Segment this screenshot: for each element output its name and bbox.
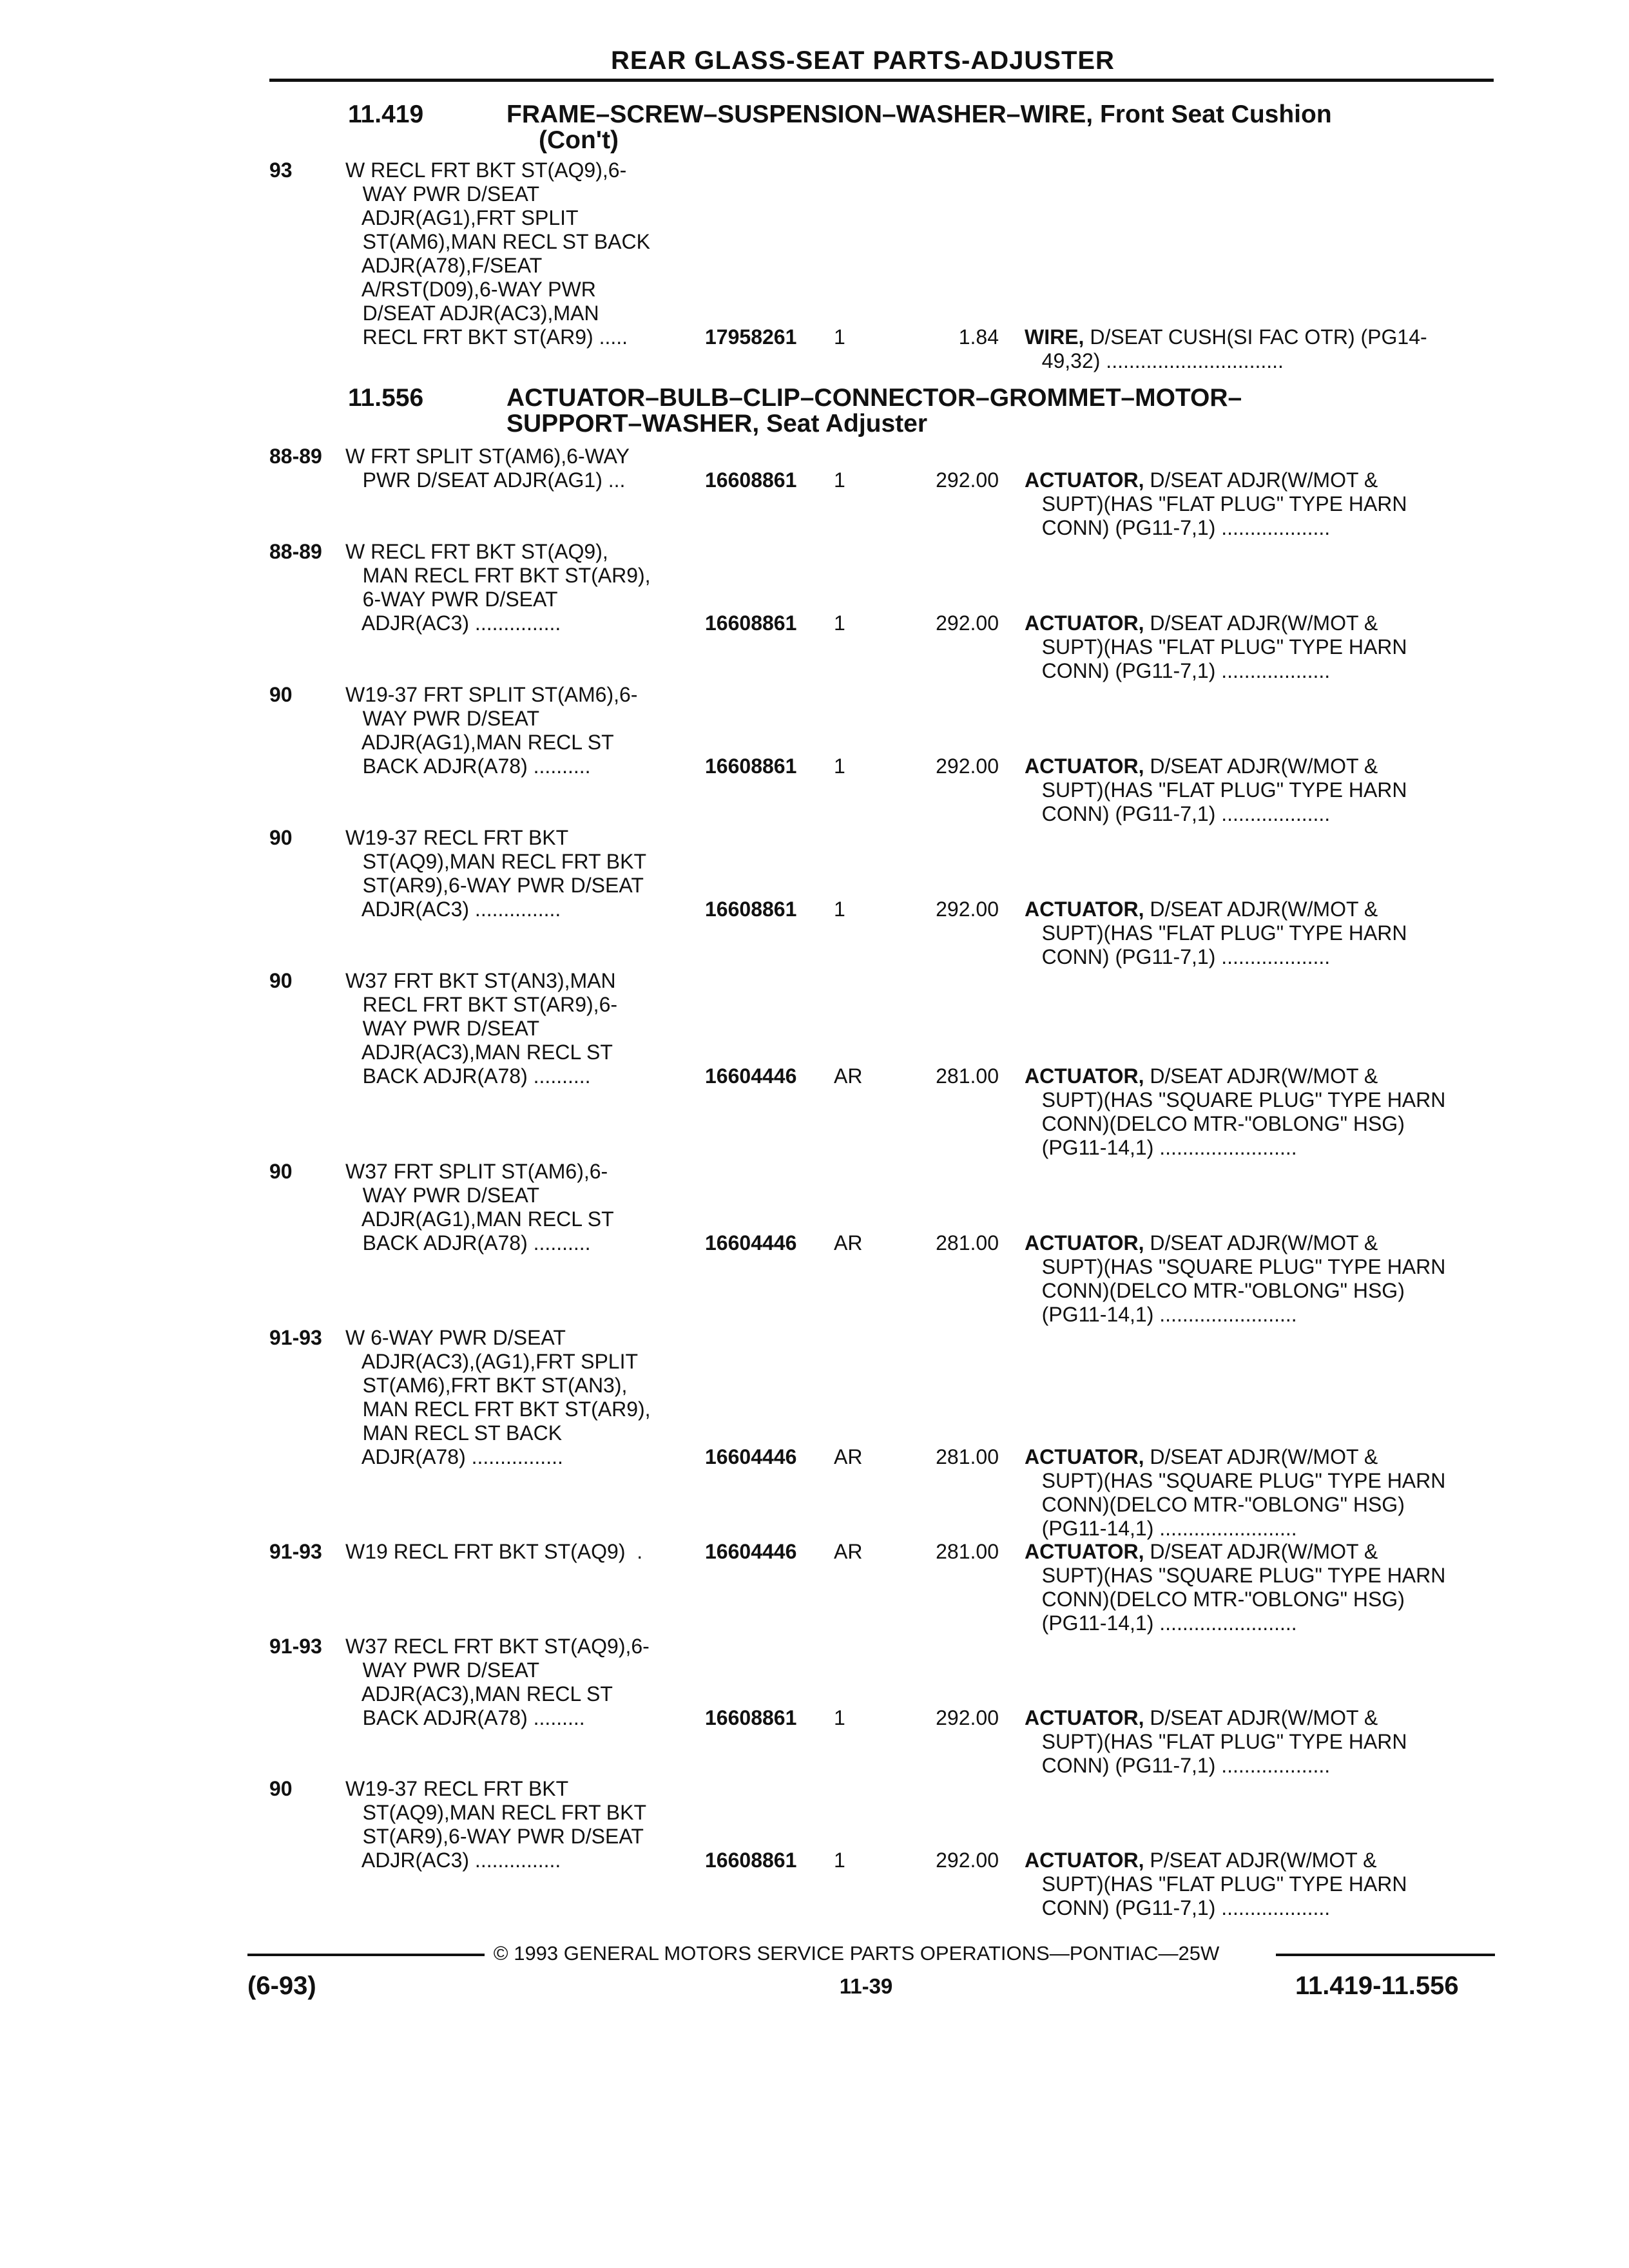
entry-item-name: ACTUATOR,: [1025, 1445, 1144, 1468]
entry-price: 1.84: [958, 325, 999, 349]
section-title-line2: SUPPORT–WASHER, Seat Adjuster: [506, 410, 928, 437]
entry-quantity: AR: [834, 1540, 863, 1563]
entry-year: 91-93: [269, 1326, 322, 1349]
entry-item-name: ACTUATOR,: [1025, 754, 1144, 778]
entry-item-desc: D/SEAT ADJR(W/MOT & SUPT)(HAS "FLAT PLUG" TYPE HARN CONN) (PG11-7,1) ...................: [1041, 468, 1407, 539]
entry-item-name: ACTUATOR,: [1025, 611, 1144, 635]
entry-description: W RECL FRT BKT ST(AQ9),6- WAY PWR D/SEAT ADJR(AG1),FRT SPLIT ST(AM6),MAN RECL ST BACK ADJR(A78),F/SEAT A/RST(D09),6-WAY PWR D/SEAT ADJR(AC3),MAN RECL FRT BKT ST(AR9) .....: [345, 159, 650, 349]
section-title: [506, 385, 1242, 437]
entry-year: 93: [269, 159, 293, 182]
entry-quantity: 1: [834, 611, 845, 635]
entry-description: W FRT SPLIT ST(AM6),6-WAY PWR D/SEAT ADJR(AG1) ...: [345, 445, 630, 492]
footer-page-number: 11-39: [839, 1974, 893, 1998]
footer-date-code: (6-93): [247, 1972, 316, 2000]
entry-item-desc: D/SEAT CUSH(SI FAC OTR) (PG14- 49,32) ...............................: [1041, 325, 1427, 372]
entry-price: 281.00: [936, 1231, 999, 1254]
entry-item: [1025, 754, 1407, 826]
entry-quantity: AR: [834, 1445, 863, 1468]
entry-part-number: 16608861: [705, 1849, 797, 1872]
page-header-title: REAR GLASS-SEAT PARTS-ADJUSTER: [611, 46, 1115, 75]
entry-year: 90: [269, 1160, 293, 1183]
entry-year: 88-89: [269, 540, 322, 563]
entry-description: W19-37 RECL FRT BKT ST(AQ9),MAN RECL FRT BKT ST(AR9),6-WAY PWR D/SEAT ADJR(AC3) ...............: [345, 826, 647, 921]
footer-rule-right: [1276, 1954, 1495, 1956]
entry-item: [1025, 1706, 1407, 1778]
entry-item: [1025, 1445, 1445, 1541]
entry-item-name: ACTUATOR,: [1025, 1064, 1144, 1088]
entry-price: 281.00: [936, 1445, 999, 1468]
entry-price: 281.00: [936, 1064, 999, 1088]
entry-item: [1025, 1849, 1407, 1920]
entry-item-name: ACTUATOR,: [1025, 898, 1144, 921]
entry-item: [1025, 1231, 1445, 1327]
entry-quantity: 1: [834, 1706, 845, 1729]
entry-description: W19 RECL FRT BKT ST(AQ9) .: [345, 1540, 643, 1563]
entry-part-number: 16608861: [705, 898, 797, 921]
entry-price: 292.00: [936, 468, 999, 492]
entry-item: [1025, 325, 1427, 373]
entry-item: [1025, 468, 1407, 540]
entry-part-number: 16608861: [705, 468, 797, 492]
entry-price: 292.00: [936, 1706, 999, 1729]
footer-copyright: © 1993 GENERAL MOTORS SERVICE PARTS OPERATIONS—PONTIAC—25W: [493, 1942, 1220, 1965]
entry-item: [1025, 1540, 1445, 1635]
footer-range: 11.419-11.556: [1295, 1972, 1459, 2000]
entry-item: [1025, 898, 1407, 969]
entry-description: W37 FRT SPLIT ST(AM6),6- WAY PWR D/SEAT ADJR(AG1),MAN RECL ST BACK ADJR(A78) ..........: [345, 1160, 614, 1254]
entry-price: 292.00: [936, 1849, 999, 1872]
entry-item-desc: D/SEAT ADJR(W/MOT & SUPT)(HAS "FLAT PLUG" TYPE HARN CONN) (PG11-7,1) ...................: [1041, 754, 1407, 825]
entry-item-desc: D/SEAT ADJR(W/MOT & SUPT)(HAS "SQUARE PLUG" TYPE HARN CONN)(DELCO MTR-"OBLONG" HSG) (PG11-14,1) ........................: [1041, 1540, 1446, 1635]
entry-year: 91-93: [269, 1540, 322, 1563]
entry-quantity: AR: [834, 1064, 863, 1088]
entry-price: 292.00: [936, 898, 999, 921]
entry-quantity: 1: [834, 468, 845, 492]
entry-item-desc: D/SEAT ADJR(W/MOT & SUPT)(HAS "SQUARE PLUG" TYPE HARN CONN)(DELCO MTR-"OBLONG" HSG) (PG11-14,1) ........................: [1041, 1445, 1446, 1540]
entry-part-number: 16608861: [705, 1706, 797, 1729]
entry-description: W19-37 RECL FRT BKT ST(AQ9),MAN RECL FRT BKT ST(AR9),6-WAY PWR D/SEAT ADJR(AC3) ...............: [345, 1777, 647, 1872]
section-title: [506, 102, 1332, 153]
section-number: 11.419: [348, 101, 424, 128]
entry-part-number: 16608861: [705, 754, 797, 778]
entry-description: W RECL FRT BKT ST(AQ9), MAN RECL FRT BKT ST(AR9), 6-WAY PWR D/SEAT ADJR(AC3) ...............: [345, 540, 651, 635]
entry-part-number: 16604446: [705, 1064, 797, 1088]
entry-quantity: AR: [834, 1231, 863, 1254]
entry-item-name: ACTUATOR,: [1025, 1540, 1144, 1563]
entry-item-desc: D/SEAT ADJR(W/MOT & SUPT)(HAS "SQUARE PLUG" TYPE HARN CONN)(DELCO MTR-"OBLONG" HSG) (PG11-14,1) ........................: [1041, 1064, 1446, 1159]
entry-price: 281.00: [936, 1540, 999, 1563]
entry-quantity: 1: [834, 325, 845, 349]
entry-year: 90: [269, 683, 293, 706]
section-title-line1: ACTUATOR–BULB–CLIP–CONNECTOR–GROMMET–MOTOR–: [506, 384, 1242, 412]
entry-description: W37 RECL FRT BKT ST(AQ9),6- WAY PWR D/SEAT ADJR(AC3),MAN RECL ST BACK ADJR(A78) .........: [345, 1635, 650, 1729]
entry-item: [1025, 1064, 1445, 1160]
section-number: 11.556: [348, 384, 424, 412]
section-title-line1: FRAME–SCREW–SUSPENSION–WASHER–WIRE, Front Seat Cushion: [506, 101, 1332, 128]
entry-price: 292.00: [936, 611, 999, 635]
entry-year: 90: [269, 826, 293, 849]
entry-part-number: 16604446: [705, 1231, 797, 1254]
entry-description: W37 FRT BKT ST(AN3),MAN RECL FRT BKT ST(AR9),6- WAY PWR D/SEAT ADJR(AC3),MAN RECL ST BACK ADJR(A78) ..........: [345, 969, 618, 1088]
entry-part-number: 17958261: [705, 325, 797, 349]
entry-year: 90: [269, 1777, 293, 1800]
entry-item-desc: D/SEAT ADJR(W/MOT & SUPT)(HAS "FLAT PLUG" TYPE HARN CONN) (PG11-7,1) ...................: [1041, 611, 1407, 682]
entry-item-name: ACTUATOR,: [1025, 1231, 1144, 1254]
entry-item-desc: P/SEAT ADJR(W/MOT & SUPT)(HAS "FLAT PLUG" TYPE HARN CONN) (PG11-7,1) ...................: [1041, 1849, 1407, 1919]
entry-quantity: 1: [834, 898, 845, 921]
entry-part-number: 16604446: [705, 1445, 797, 1468]
entry-item-name: WIRE,: [1025, 325, 1084, 349]
entry-year: 90: [269, 969, 293, 992]
entry-quantity: 1: [834, 754, 845, 778]
entry-item: [1025, 611, 1407, 683]
entry-part-number: 16608861: [705, 611, 797, 635]
entry-year: 88-89: [269, 445, 322, 468]
entry-item-desc: D/SEAT ADJR(W/MOT & SUPT)(HAS "FLAT PLUG" TYPE HARN CONN) (PG11-7,1) ...................: [1041, 1706, 1407, 1777]
entry-price: 292.00: [936, 754, 999, 778]
entry-description: W 6-WAY PWR D/SEAT ADJR(AC3),(AG1),FRT SPLIT ST(AM6),FRT BKT ST(AN3), MAN RECL FRT BKT ST(AR9), MAN RECL ST BACK ADJR(A78) ................: [345, 1326, 651, 1468]
entry-item-name: ACTUATOR,: [1025, 468, 1144, 492]
entry-part-number: 16604446: [705, 1540, 797, 1563]
entry-item-desc: D/SEAT ADJR(W/MOT & SUPT)(HAS "SQUARE PLUG" TYPE HARN CONN)(DELCO MTR-"OBLONG" HSG) (PG11-14,1) ........................: [1041, 1231, 1446, 1326]
entry-item-desc: D/SEAT ADJR(W/MOT & SUPT)(HAS "FLAT PLUG" TYPE HARN CONN) (PG11-7,1) ...................: [1041, 898, 1407, 968]
entry-item-name: ACTUATOR,: [1025, 1849, 1144, 1872]
section-title-line2: (Con't): [539, 126, 619, 154]
entry-item-name: ACTUATOR,: [1025, 1706, 1144, 1729]
entry-quantity: 1: [834, 1849, 845, 1872]
entry-description: W19-37 FRT SPLIT ST(AM6),6- WAY PWR D/SEAT ADJR(AG1),MAN RECL ST BACK ADJR(A78) ..........: [345, 683, 638, 778]
header-rule: [269, 79, 1494, 82]
entry-year: 91-93: [269, 1635, 322, 1658]
